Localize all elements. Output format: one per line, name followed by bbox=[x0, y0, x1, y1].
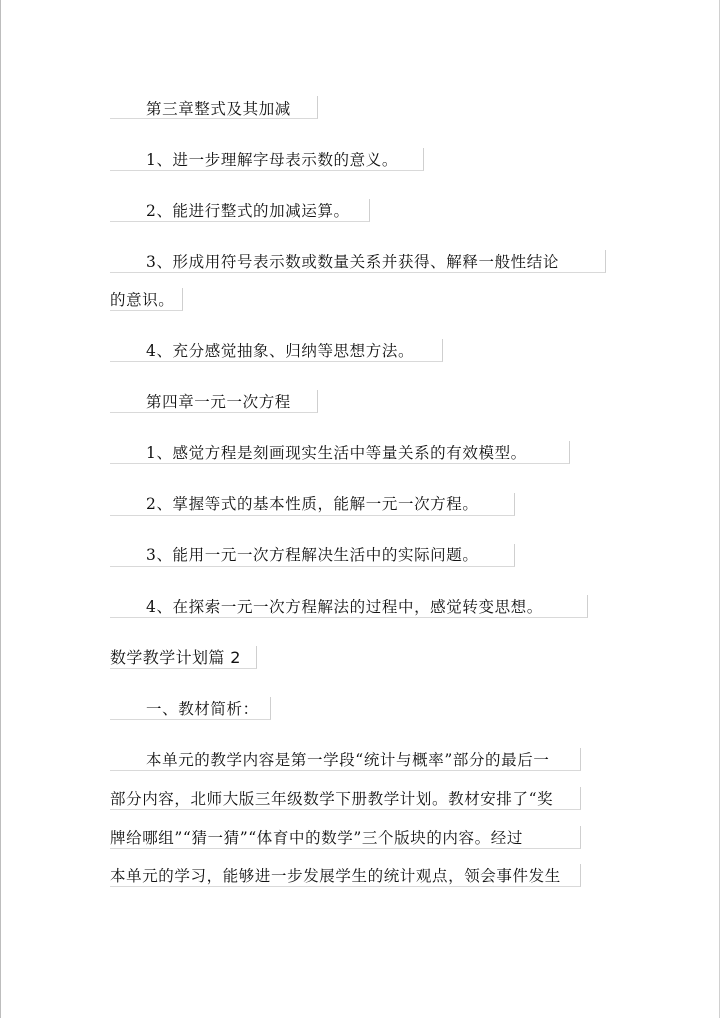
paragraph-line: 牌给哪组”“猜一猜”“体育中的数学”三个版块的内容。经过 bbox=[110, 829, 523, 847]
text-line: 2、掌握等式的基本性质，能解一元一次方程。 bbox=[146, 495, 479, 513]
text-line: 的意识。 bbox=[110, 291, 175, 309]
paragraph-line: 部分内容，北师大版三年级数学下册教学计划。教材安排了“奖 bbox=[110, 790, 554, 808]
section-heading: 数学教学计划篇 2 bbox=[110, 648, 241, 667]
page-edge-left bbox=[0, 0, 1, 1018]
subsection-heading: 一、教材简析： bbox=[146, 700, 259, 718]
text-line: 4、在探索一元一次方程解法的过程中，感觉转变思想。 bbox=[146, 598, 543, 616]
paragraph-line: 本单元的学习，能够进一步发展学生的统计观点，领会事件发生 bbox=[110, 867, 561, 885]
text-line: 1、进一步理解字母表示数的意义。 bbox=[146, 151, 398, 169]
paragraph-line: 本单元的教学内容是第一学段“统计与概率”部分的最后一 bbox=[146, 751, 550, 769]
text-line: 1、感觉方程是刻画现实生活中等量关系的有效模型。 bbox=[146, 444, 527, 462]
text-line: 3、能用一元一次方程解决生活中的实际问题。 bbox=[146, 546, 479, 564]
chapter-3-heading: 第三章整式及其加减 bbox=[146, 100, 291, 118]
text-line: 4、充分感觉抽象、归纳等思想方法。 bbox=[146, 342, 415, 360]
chapter-4-heading: 第四章一元一次方程 bbox=[146, 393, 291, 411]
text-line: 3、形成用符号表示数或数量关系并获得、解释一般性结论 bbox=[146, 253, 559, 271]
text-line: 2、能进行整式的加减运算。 bbox=[146, 202, 350, 220]
